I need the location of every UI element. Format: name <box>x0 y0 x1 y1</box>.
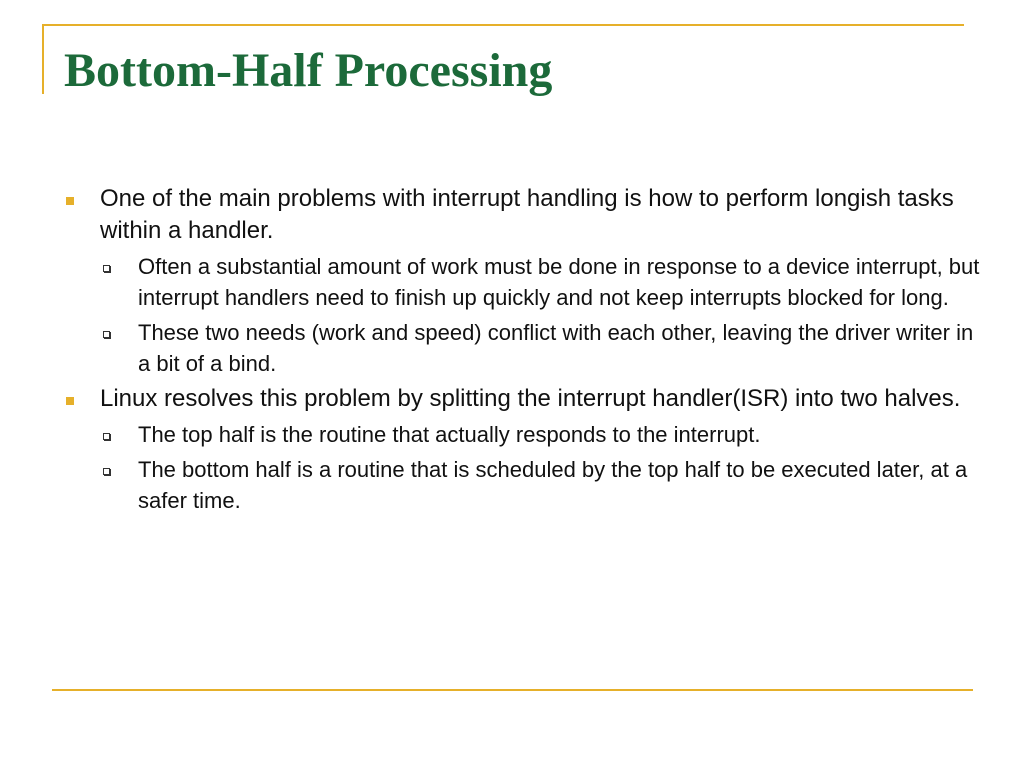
sub-bullet-2-2 <box>0 454 1024 516</box>
sub-bullet-1-1-text: Often a substantial amount of work must be done in response to a device interrupt, but interrupt handlers need to finish up quickly and not keep interrupts blocked for long. <box>138 254 980 310</box>
top-rule <box>42 24 964 26</box>
square-bullet-icon <box>66 397 74 405</box>
hollow-square-bullet-icon <box>103 468 110 475</box>
sub-bullet-1-1 <box>0 251 1024 313</box>
square-bullet-icon <box>66 197 74 205</box>
bullet-2-text: Linux resolves this problem by splitting the interrupt handler(ISR) into two halves. <box>100 385 961 412</box>
slide-body <box>0 183 1024 520</box>
slide-title: Bottom-Half Processing <box>64 44 553 97</box>
hollow-square-bullet-icon <box>103 433 110 440</box>
sub-bullet-1-2 <box>0 317 1024 379</box>
sub-bullet-2-1-text: The top half is the routine that actually responds to the interrupt. <box>138 422 761 447</box>
sub-bullet-1-2-text: These two needs (work and speed) conflict with each other, leaving the driver writer in a bit of a bind. <box>138 320 974 376</box>
bullet-1 <box>0 183 1024 247</box>
bottom-rule <box>52 689 973 691</box>
bullet-2 <box>0 383 1024 415</box>
hollow-square-bullet-icon <box>103 265 110 272</box>
sub-bullet-2-1 <box>0 419 1024 450</box>
left-rule <box>42 24 44 94</box>
sub-bullet-2-2-text: The bottom half is a routine that is scheduled by the top half to be executed later, at a safer time. <box>138 457 968 513</box>
bullet-1-text: One of the main problems with interrupt handling is how to perform longish tasks within a handler. <box>100 185 954 244</box>
hollow-square-bullet-icon <box>103 331 110 338</box>
